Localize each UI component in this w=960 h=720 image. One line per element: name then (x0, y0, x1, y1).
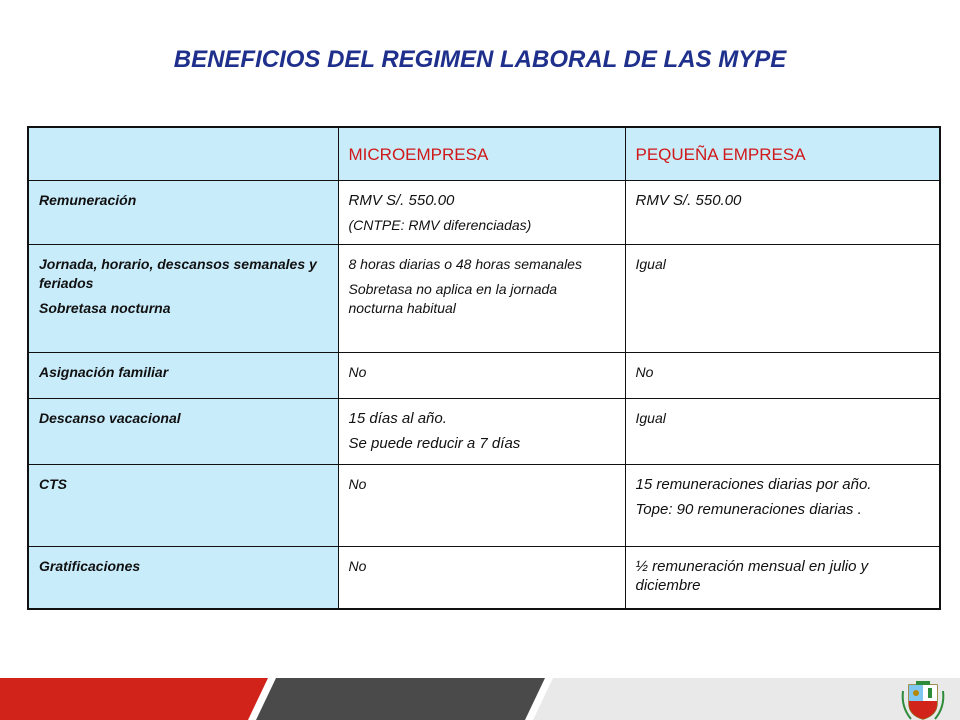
cell-text: No (348, 476, 367, 492)
benefits-table (27, 126, 941, 610)
micro-cell (338, 181, 625, 245)
micro-cell (338, 353, 625, 399)
table-row (28, 181, 940, 245)
table-row (28, 245, 940, 353)
micro-cell (338, 465, 625, 547)
cell-text: RMV S/. 550.00 (635, 192, 742, 209)
cell-text: 8 horas diarias o 48 horas semanales (348, 256, 582, 272)
cell-text: 15 días al año. (348, 410, 447, 427)
row-label (28, 465, 338, 547)
pequena-cell (625, 181, 940, 245)
cell-text: RMV S/. 550.00 (348, 192, 455, 209)
pequena-cell (625, 245, 940, 353)
pequena-cell (625, 353, 940, 399)
slide-title: BENEFICIOS DEL REGIMEN LABORAL DE LAS MYPE (173, 46, 787, 73)
row-label (28, 245, 338, 353)
label-text: Remuneración (39, 192, 137, 208)
cell-text: (CNTPE: RMV diferenciadas) (348, 217, 532, 233)
header-pequena-empresa: PEQUEÑA EMPRESA (625, 127, 940, 181)
footer-band (0, 678, 960, 720)
cell-text: 15 remuneraciones diarias por año. (635, 476, 872, 493)
cell-text: ½ remuneración mensual en julio y diciembre (635, 558, 869, 594)
label-text: CTS (39, 476, 67, 492)
table-row (28, 353, 940, 399)
label-text: Gratificaciones (39, 558, 141, 574)
cell-text: Sobretasa no aplica en la jornada nocturna habitual (348, 281, 558, 316)
row-label (28, 181, 338, 245)
footer-light-stripe (533, 678, 960, 720)
cell-text: No (348, 558, 367, 574)
label-text: Descanso vacacional (39, 410, 181, 426)
cell-text: Igual (635, 256, 666, 272)
cell-text: Se puede reducir a 7 días (348, 435, 521, 452)
cell-text: No (635, 364, 654, 380)
cell-text: Igual (635, 410, 666, 426)
micro-cell (338, 547, 625, 609)
table-header-row (28, 127, 940, 181)
label-text: Sobretasa nocturna (39, 300, 171, 316)
row-label (28, 353, 338, 399)
row-label (28, 399, 338, 465)
table-row (28, 399, 940, 465)
table-row (28, 465, 940, 547)
label-text: Asignación familiar (39, 364, 169, 380)
pequena-cell (625, 547, 940, 609)
pequena-cell (625, 399, 940, 465)
header-empty (28, 127, 338, 181)
footer-red-stripe (0, 678, 268, 720)
cell-text: Tope: 90 remuneraciones diarias . (635, 501, 862, 518)
footer-gray-stripe (256, 678, 545, 720)
cell-text: No (348, 364, 367, 380)
micro-cell (338, 245, 625, 353)
label-text: Jornada, horario, descansos semanales y feriados (39, 256, 317, 291)
pequena-cell (625, 465, 940, 547)
header-microempresa: MICROEMPRESA (338, 127, 625, 181)
table-row (28, 547, 940, 609)
row-label (28, 547, 338, 609)
micro-cell (338, 399, 625, 465)
